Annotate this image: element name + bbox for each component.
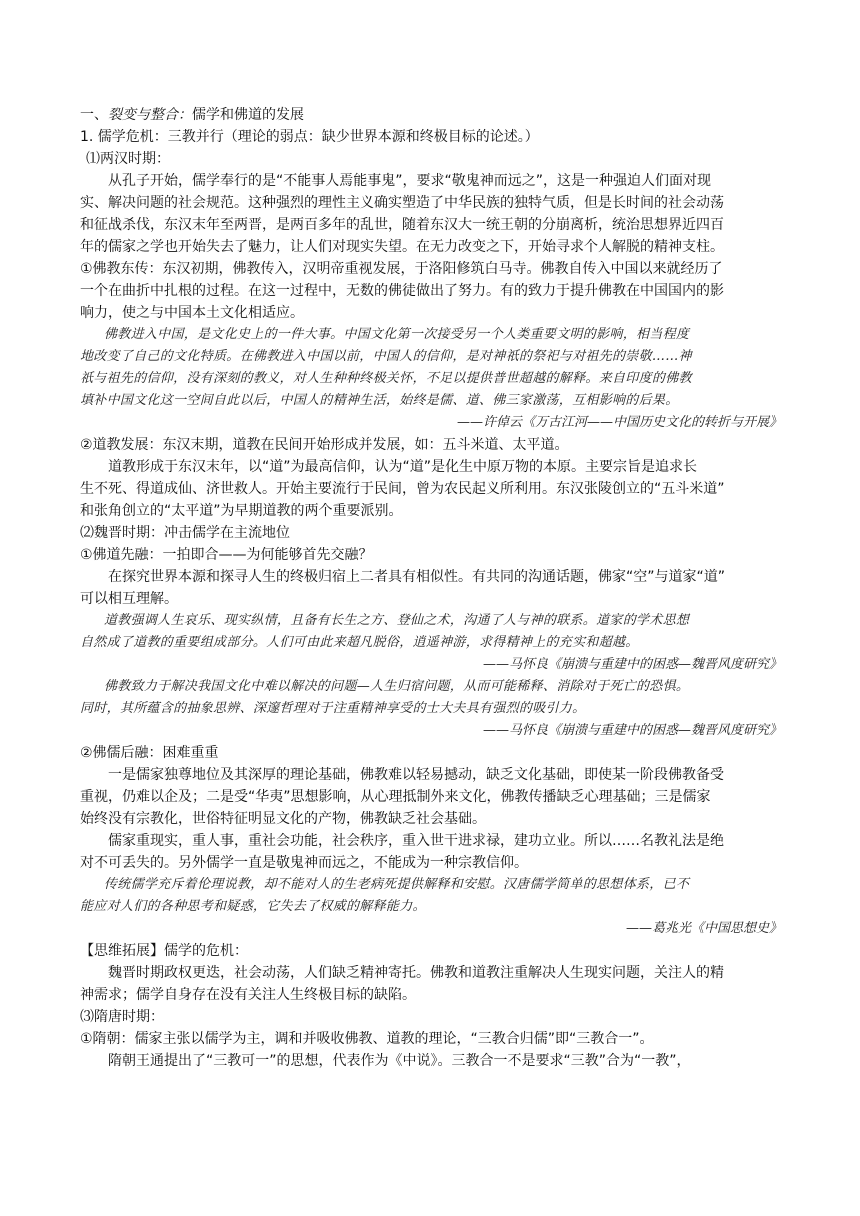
text-line: 道教形成于东汉末年，以“道”为最高信仰，认为“道”是化生中原万物的本原。主要宗旨是追求长: [108, 459, 698, 475]
section-title-rest: 儒学和佛道的发展: [192, 107, 304, 123]
text-line: 实、解决问题的社会规范。这种强烈的理性主义确实塑造了中华民族的独特气质，但是长时间的社会动荡: [80, 195, 724, 211]
text-line: 神需求；儒学自身存在没有关注人生终极目标的缺陷。: [80, 987, 416, 1003]
text-line: ⑴两汉时期：: [86, 151, 170, 167]
text-line: 隋朝王通提出了“三教可一”的思想，代表作为《中说》。三教合一不是要求“三教”合为“一教”，: [108, 1053, 691, 1069]
text-line: 响力，使之与中国本土文化相适应。: [80, 305, 304, 321]
text-line: 可以相互理解。: [80, 591, 178, 607]
text-line: 儒家重现实，重人事，重社会功能，社会秩序，重入世干进求禄，建功立业。所以……名教礼法是绝: [108, 833, 724, 849]
text-line: 1. 儒学危机：三教并行（理论的弱点：缺少世界本源和终极目标的论述。）: [80, 129, 539, 145]
text-line: ①佛教东传：东汉初期，佛教传入，汉明帝重视发展，于洛阳修筑白马寺。佛教自传入中国以来就经历了: [80, 261, 723, 277]
quote-line: 佛教致力于解决我国文化中难以解决的问题—人生归宿问题，从而可能稀释、消除对于死亡的恐惧。: [104, 679, 690, 694]
document-page: [80, 104, 782, 1072]
quote-line: 同时，其所蕴含的抽象思辨、深邃哲理对于注重精神享受的士大夫具有强烈的吸引力。: [80, 701, 586, 716]
text-line: 一是儒家独尊地位及其深厚的理论基础，佛教难以轻易撼动，缺乏文化基础，即使某一阶段佛教备受: [108, 767, 724, 783]
quote-line: 填补中国文化这一空间自此以后，中国人的精神生活，始终是儒、道、佛三家激荡，互相影响的后果。: [80, 393, 679, 408]
text-line: ②佛儒后融：困难重重: [80, 745, 219, 761]
quote-source: ——许倬云《万古江河——中国历史文化的转折与开展》: [456, 415, 782, 430]
quote-line: 传统儒学充斥着伦理说教，却不能对人的生老病死提供解释和安慰。汉唐儒学简单的思想体系，已不: [104, 877, 690, 892]
text-line: 和征战杀伐，东汉末年至两晋，是两百多年的乱世，随着东汉大一统王朝的分崩离析，统治思想界近四百: [80, 217, 724, 233]
text-line: 年的儒家之学也开始失去了魅力，让人们对现实失望。在无力改变之下，开始寻求个人解脱的精神支柱。: [80, 239, 724, 255]
quote-source: ——马怀良《崩溃与重建中的困惑—魏晋风度研究》: [482, 723, 782, 738]
quote-source: ——马怀良《崩溃与重建中的困惑—魏晋风度研究》: [482, 657, 782, 672]
text-line: 【思维拓展】儒学的危机：: [80, 943, 248, 959]
quote-source: ——葛兆光《中国思想史》: [625, 921, 782, 936]
section-italic-title: 裂变与整合：: [108, 107, 192, 123]
text-line: 和张角创立的“太平道”为早期道教的两个重要派别。: [80, 503, 403, 519]
text-line: ②道教发展：东汉末期，道教在民间开始形成并发展，如：五斗米道、太平道。: [80, 437, 569, 453]
text-line: 重视，仍难以企及；二是受“华夷”思想影响，从心理抵制外来文化，佛教传播缺乏心理基础；三是儒家: [80, 789, 711, 805]
text-line: 始终没有宗教化，世俗特征明显文化的产物，佛教缺乏社会基础。: [80, 811, 486, 827]
section-heading: [80, 104, 782, 126]
quote-line: 自然成了道教的重要组成部分。人们可由此来超凡脱俗，逍遥神游，求得精神上的充实和超越。: [80, 635, 639, 650]
section-prefix: 一、: [80, 107, 108, 123]
quote-line: 能应对人们的各种思考和疑惑，它失去了权威的解释能力。: [80, 899, 426, 914]
text-line: 生不死、得道成仙、济世救人。开始主要流行于民间，曾为农民起义所利用。东汉张陵创立的“五斗米道”: [80, 481, 725, 497]
text-line: 在探究世界本源和探寻人生的终极归宿上二者具有相似性。有共同的沟通话题，佛家“空”与道家“道”: [108, 569, 726, 585]
text-line: 魏晋时期政权更迭，社会动荡，人们缺乏精神寄托。佛教和道教注重解决人生现实问题，关注人的精: [108, 965, 724, 981]
quote-line: 地改变了自己的文化特质。在佛教进入中国以前，中国人的信仰，是对神祇的祭祀与对祖先的崇敬……神: [80, 349, 692, 364]
text-line: 对不可丢失的。另外儒学一直是敬鬼神而远之，不能成为一种宗教信仰。: [80, 855, 528, 871]
quote-line: 佛教进入中国，是文化史上的一件大事。中国文化第一次接受另一个人类重要文明的影响，相当程度: [104, 327, 690, 342]
text-line: 从孔子开始，儒学奉行的是“不能事人焉能事鬼”，要求“敬鬼神而远之”，这是一种强迫人们面对现: [108, 173, 712, 189]
text-line: ⑵魏晋时期：冲击儒学在主流地位: [80, 525, 290, 541]
document-body: [80, 126, 782, 1072]
text-line: ①佛道先融：一拍即合——为何能够首先交融？: [80, 547, 373, 563]
text-line: ⑶隋唐时期：: [80, 1009, 164, 1025]
text-line: ①隋朝：儒家主张以儒学为主，调和并吸收佛教、道教的理论，“三教合归儒”即“三教合一”。: [80, 1031, 654, 1047]
text-line: 一个在曲折中扎根的过程。在这一过程中，无数的佛徒做出了努力。有的致力于提升佛教在中国国内的影: [80, 283, 724, 299]
quote-line: 道教强调人生哀乐、现实纵情，且备有长生之方、登仙之术，沟通了人与神的联系。道家的学术思想: [104, 613, 690, 628]
quote-line: 祇与祖先的信仰，没有深刻的教义，对人生种种终极关怀，不足以提供普世超越的解释。来自印度的佛教: [80, 371, 692, 386]
